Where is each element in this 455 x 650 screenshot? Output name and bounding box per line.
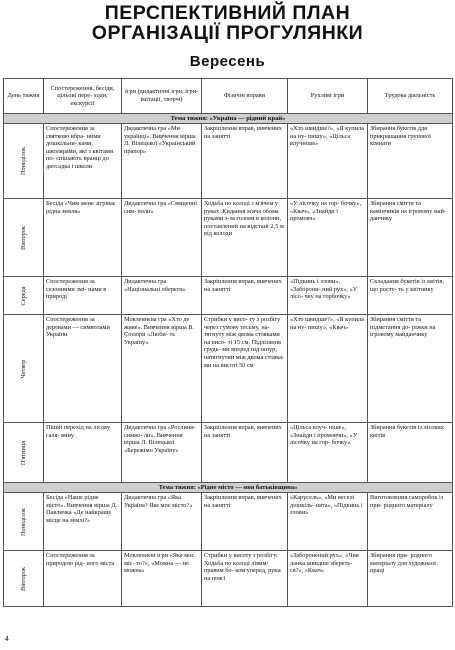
labor-cell: Складання букетів із квітів, що росту- ть у квітнику — [368, 277, 453, 315]
observation-cell: Спостереження за природою рід- ного міста — [44, 551, 122, 607]
day-label: Вівторок — [19, 566, 27, 591]
day-label: Понеділок — [19, 146, 27, 176]
table-row — [4, 423, 453, 483]
header-labor: Трудова діяльність — [368, 79, 453, 114]
labor-cell: Збирання сміття та камінчиків на ігровому май- данчику — [368, 199, 453, 277]
outdoor-games-cell: «Цільса влуч- ніше», «Знайди і промовчи», «У лісочку на гор- бочку» — [288, 423, 368, 483]
games-cell: Мовленнєва гра «Хто де живе». Вивчення вірша В. Сосюри «Люби- ть Україну» — [122, 315, 202, 423]
exercise-cell: Ходьба по колоді з м'ячем у руках. Кидання м'яча обома руками з-за голови в колони, поставлений на відстані 2,5 м від колоди — [202, 199, 288, 277]
games-cell: Дидактична гра «Ми українці». Вивчення вірша Л. Вілецької «Український прапор» — [122, 124, 202, 199]
exercise-cell: Стрибки у висо- ту з розбігу через гумову тесьму, на- тягнуту між двома стояками на висо- ті 15 см. Підлізання грудь- ми вперед під шнур, натягнутий між двома стояка- ми на висоті 50 см — [202, 315, 288, 423]
day-label: Середа — [19, 286, 27, 305]
observation-cell: Спостереження за святково вбра- ними дошкільни- ками, школярами, які з квітами по- спішають вранці до дитсадка і школи — [44, 124, 122, 199]
page-title-line-2: ОРГАНІЗАЦІЇ ПРОГУЛЯНКИ — [91, 22, 364, 44]
observation-cell: Пішій перехід на лісову галя- вину — [44, 423, 122, 483]
observation-cell: Спостереження за сезонними змі- нами в природі — [44, 277, 122, 315]
labor-cell: Збирання букетів із лісових квітів — [368, 423, 453, 483]
games-cell: Дидактична гра «Рослини-симво- ли». Вивчення вірша Л. Вілецької «Бережімо Україну» — [122, 423, 202, 483]
observation-cell: Бесіда «Наше рідне місто». Вивчення вірша Д. Павличка «Де найкраще місце на землі?» — [44, 493, 122, 551]
day-label: Четвер — [19, 359, 27, 378]
table-row — [4, 493, 453, 551]
outdoor-games-cell: «Карусель», «Ми веселі дошкіль- нята», «Підкинь і злови» — [288, 493, 368, 551]
day-cell — [4, 551, 44, 607]
page-title-line-1: ПЕРСПЕКТИВНИЙ ПЛАН — [104, 2, 351, 24]
day-cell — [4, 199, 44, 277]
header-games: Ігри (дидактичні ігри, ігри-імітації, творчі) — [122, 79, 202, 114]
observation-cell: Спостереження за деревами — символами України — [44, 315, 122, 423]
day-label: П'ятниця — [19, 440, 27, 465]
outdoor-games-cell: «У лісочку на гор- бочку», «Квач», «Знайди і промовч» — [288, 199, 368, 277]
day-cell — [4, 277, 44, 315]
outdoor-games-cell: «Хто швидше?», «Я купила на ну- пишу», «Цільса влучніше» — [288, 124, 368, 199]
table-row — [4, 551, 453, 607]
outdoor-games-cell: «Заборонений рух», «Чия ланка швидше збереть- ся?», «Квач» — [288, 551, 368, 607]
table-row — [4, 199, 453, 277]
exercise-cell: Закріплення вправ, вивчених на занятті — [202, 277, 288, 315]
exercise-cell: Закріплення вправ, вивчених на занятті — [202, 493, 288, 551]
day-label: Понеділок — [19, 507, 27, 536]
games-cell: Дидактична гра «Яка Україна? Яке моє місто?» — [122, 493, 202, 551]
day-cell — [4, 493, 44, 551]
games-cell: Дидактична гра «Священні сим- воли» — [122, 199, 202, 277]
labor-cell: Виготовлення саморобок із при- родного матеріалу — [368, 493, 453, 551]
labor-cell: Збирання при- родного матеріалу для художньої праці — [368, 551, 453, 607]
day-cell — [4, 423, 44, 483]
topic-title: Тема тижня: «Україна — рідний край» — [4, 114, 453, 124]
outdoor-games-cell: «Хто швидше?», «Я купила на ну- пишу», «Квач» — [288, 315, 368, 423]
exercise-cell: Стрибки у висоту з розбігу. Ходьба по колоді лівим/правим бо- ком уперед, руки на поясі — [202, 551, 288, 607]
plan-table — [3, 78, 453, 607]
games-cell: Мовленнєві ігри «Яке моє міс- то?», «Можна — не можна» — [122, 551, 202, 607]
exercise-cell: Закріплення вправ, вивчених на занятті — [202, 124, 288, 199]
topic-row — [4, 483, 453, 493]
day-label: Вівторок — [19, 225, 27, 250]
day-cell — [4, 315, 44, 423]
labor-cell: Збирання сміття та підметання до- ріжки на ігровому майданчику — [368, 315, 453, 423]
topic-title: Тема тижня: «Рідне місто — моя батьківщина» — [4, 483, 453, 493]
exercise-cell: Закріплення вправ, вивчених на занятті — [202, 423, 288, 483]
header-row — [4, 79, 453, 114]
outdoor-games-cell: «Підкинь і злови», «Заборони- ний рух», «У лісо- чку на горбочку» — [288, 277, 368, 315]
observation-cell: Бесіда «Чим мене зігріває рідна земля» — [44, 199, 122, 277]
table-row — [4, 277, 453, 315]
table-row — [4, 315, 453, 423]
header-exercises: Фізичні вправи — [202, 79, 288, 114]
labor-cell: Збирання букетів для прикрашання групової кімнати — [368, 124, 453, 199]
table-row — [4, 124, 453, 199]
header-day: День тижня — [4, 79, 44, 114]
month-heading: Вересень — [189, 53, 266, 70]
header-outdoor-games: Рухливі ігри — [288, 79, 368, 114]
page-number: 4 — [5, 636, 9, 643]
header-observations: Спостереження, бесіди, цільові пере- ходи, екскурсії — [44, 79, 122, 114]
games-cell: Дидактична гра «Національні обереги» — [122, 277, 202, 315]
topic-row — [4, 114, 453, 124]
day-cell — [4, 124, 44, 199]
